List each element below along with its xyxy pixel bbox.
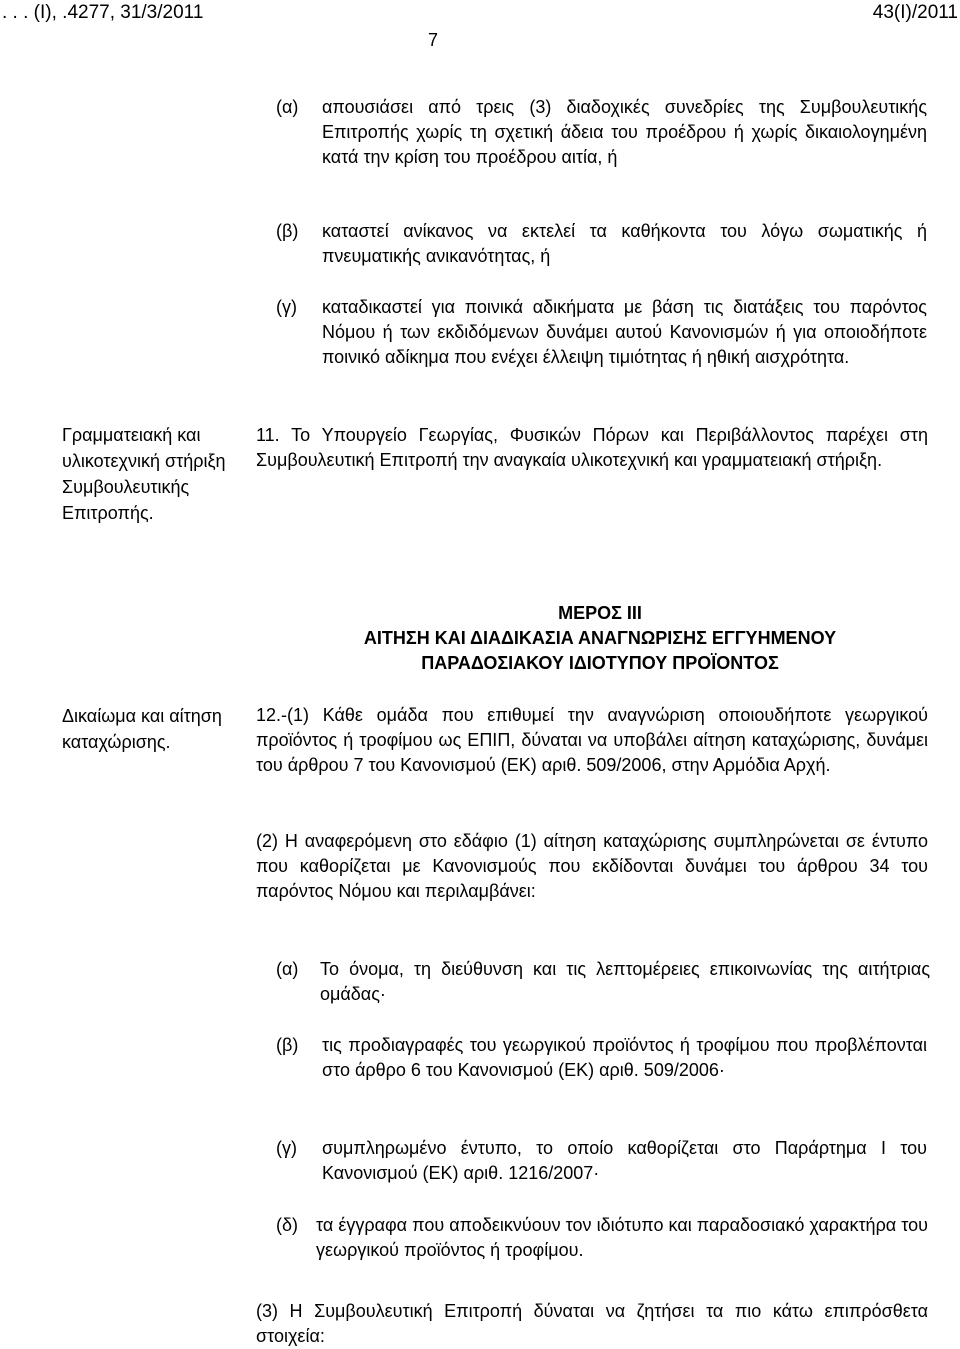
s12-item-text-b: τις προδιαγραφές του γεωργικού προϊόντος ή τροφίμου που προβλέπονται στο άρθρο 6 του Κανονισμού (ΕΚ) αριθ. 509/2006· — [322, 1035, 927, 1080]
item-label-b: (β) — [276, 221, 299, 241]
margin-note-section-11: Γραμματειακή και υλικοτεχνική στήριξη Συμβουλευτικής Επιτροπής. — [62, 425, 226, 523]
section-11-text: 11. Το Υπουργείο Γεωργίας, Φυσικών Πόρων και Περιβάλλοντος παρέχει στη Συμβουλευτική Επιτροπή την αναγκαία υλικοτεχνική και γραμματειακή στήριξη. — [256, 425, 928, 470]
page-number: 7 — [428, 30, 439, 50]
header-law-number: 43(Ι)/2011 — [872, 2, 958, 23]
s12-item-label-a: (α) — [276, 959, 299, 979]
s12-item-label-b: (β) — [276, 1035, 299, 1055]
margin-note-section-12: Δικαίωμα και αίτηση καταχώρισης. — [62, 706, 222, 752]
part-title: ΜΕΡΟΣ ΙΙΙ — [558, 603, 642, 623]
part-heading-line-1: ΑΙΤΗΣΗ ΚΑΙ ΔΙΑΔΙΚΑΣΙΑ ΑΝΑΓΝΩΡΙΣΗΣ ΕΓΓΥΗΜΕΝΟΥ — [363, 628, 837, 648]
section-12-paragraph-3: (3) Η Συμβουλευτική Επιτροπή δύναται να ζητήσει τα πιο κάτω επιπρόσθετα στοιχεία: — [256, 1301, 928, 1346]
s12-item-text-c: συμπληρωμένο έντυπο, το οποίο καθορίζεται στο Παράρτημα Ι του Κανονισμού (ΕΚ) αριθ. 1216/2007· — [322, 1138, 927, 1183]
s12-item-text-d: τα έγγραφα που αποδεικνύουν τον ιδιότυπο και παραδοσιακό χαρακτήρα του γεωργικού προϊόντος ή τροφίμου. — [316, 1215, 928, 1260]
section-12-paragraph-2: (2) Η αναφερόμενη στο εδάφιο (1) αίτηση καταχώρισης συμπληρώνεται σε έντυπο που καθορίζεται με Κανονισμούς που εκδίδονται δυνάμει του άρθρου 34 του παρόντος Νόμου και περιλαμβάνει: — [256, 831, 928, 901]
item-text-c: καταδικαστεί για ποινικά αδικήματα με βάση τις διατάξεις του παρόντος Νόμου ή των εκδιδόμενων δυνάμει αυτού Κανονισμών ή για οποιοδήποτε ποινικό αδίκημα που ενέχει έλλειψη τιμιότητας ή ηθική αισχρότητα. — [322, 297, 927, 367]
item-text-b: καταστεί ανίκανος να εκτελεί τα καθήκοντα του λόγω σωματικής ή πνευματικής ανικανότητας, ή — [322, 221, 927, 266]
section-12-paragraph-1: 12.-(1) Κάθε ομάδα που επιθυμεί την αναγνώριση οποιουδήποτε γεωργικού προϊόντος ή τροφίμου ως ΕΠΙΠ, δύναται να υποβάλει αίτηση καταχώρισης, δυνάμει του άρθρου 7 του Κανονισμού (ΕΚ) αριθ. 509/2006, στην Αρμόδια Αρχή. — [256, 705, 928, 775]
s12-item-label-d: (δ) — [276, 1215, 299, 1235]
item-text-a: απουσιάσει από τρεις (3) διαδοχικές συνεδρίες της Συμβουλευτικής Επιτροπής χωρίς τη σχετική άδεια του προέδρου ή χωρίς δικαιολογημένη κατά την κρίση του προέδρου αιτία, ή — [322, 97, 927, 167]
item-label-a: (α) — [276, 97, 299, 117]
header-reference: . . . (Ι), .4277, 31/3/2011 — [2, 2, 204, 23]
s12-item-label-c: (γ) — [276, 1138, 297, 1158]
s12-item-text-a: Το όνομα, τη διεύθυνση και τις λεπτομέρειες επικοινωνίας της αιτήτριας ομάδας· — [320, 959, 930, 1004]
part-heading-line-2: ΠΑΡΑΔΟΣΙΑΚΟΥ ΙΔΙΟΤΥΠΟΥ ΠΡΟΪΟΝΤΟΣ — [421, 653, 779, 673]
item-label-c: (γ) — [276, 297, 297, 317]
